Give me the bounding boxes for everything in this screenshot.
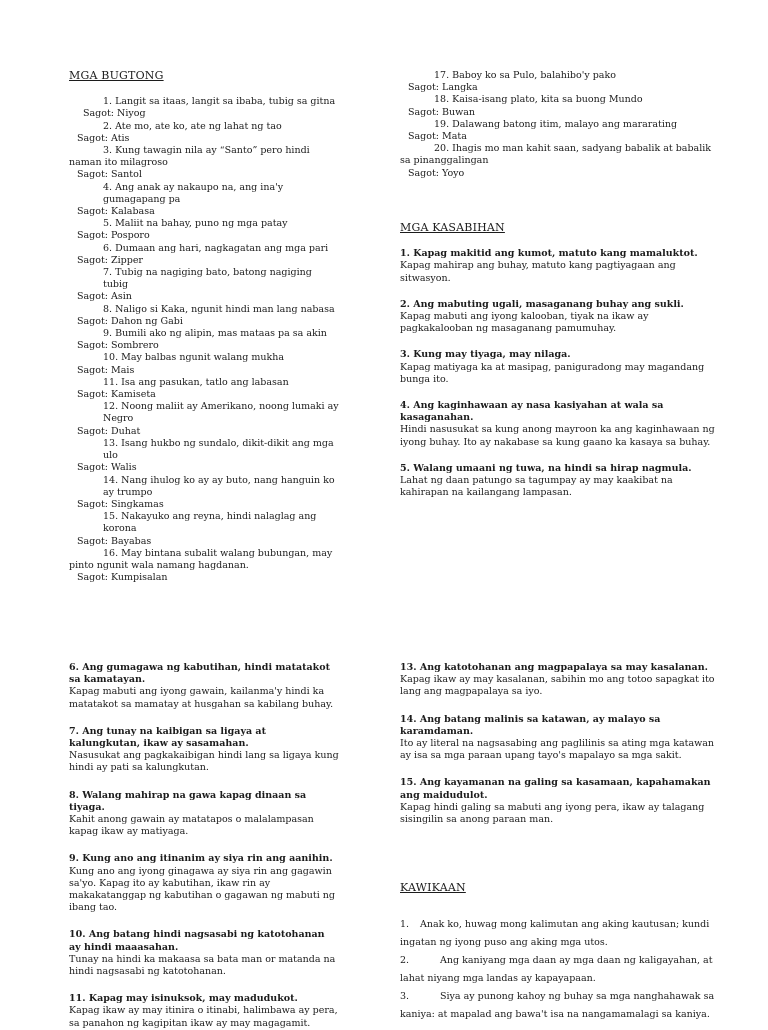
riddle-question: 1. Langit sa itaas, langit sa ibaba, tubig sa gitna [103, 96, 336, 108]
riddle-question: 20. Ihagis mo man kahit saan, sadyang babalik at babalik sa pinanggalingan [400, 143, 712, 167]
riddle-answer: Sagot: Dahon ng Gabi [77, 315, 183, 327]
saying-entry [400, 400, 722, 449]
riddle-question: 2. Ate mo, ate ko, ate ng lahat ng tao [103, 120, 282, 132]
riddle-answer: Sagot: Yoyo [408, 167, 465, 179]
riddle-answer: Sagot: Mais [77, 364, 135, 376]
saying-title: 10. Ang batang hindi nagsasabi ng katotohanan ay hindi maaasahan. [69, 929, 325, 953]
saying-explanation: Kapag mabuti ang iyong kalooban, tiyak na ikaw ay pagkakalooban ng masaganang pamumuhay. [400, 311, 649, 335]
riddle-answer: Sagot: Langka [408, 82, 478, 94]
riddle-answer: Sagot: Kalabasa [77, 206, 155, 218]
riddle-question: 11. Isa ang pasukan, tatlo ang labasan [103, 376, 289, 388]
saying-title: 11. Kapag may isinuksok, may madudukot. [69, 993, 298, 1005]
proverb-text: Ang kaniyang mga daan ay mga daan ng kaligayahan, at lahat niyang mga landas ay kapayapaan. [400, 955, 713, 985]
proverb-text: Anak ko, huwag mong kalimutan ang aking kautusan; kundi ingatan ng iyong puso ang aking mga utos. [400, 919, 710, 949]
riddle-question: 13. Isang hukbo ng sundalo, dikit-dikit ang mga ulo [103, 437, 334, 462]
riddle-answer: Sagot: Buwan [408, 106, 476, 118]
riddle-answer: Sagot: Posporo [77, 230, 150, 242]
saying-entry [69, 790, 339, 839]
riddle-answer: Sagot: Santol [77, 169, 142, 181]
section-heading-bugtong: MGA BUGTONG [69, 69, 164, 82]
riddle-question: 10. May balbas ngunit walang mukha [103, 352, 285, 364]
riddle-answer: Sagot: Zipper [77, 254, 143, 266]
saying-title: 4. Ang kaginhawaan ay nasa kasiyahan at wala sa kasaganahan. [400, 400, 664, 424]
riddle-question: 19. Dalawang batong itim, malayo ang mararating [434, 118, 678, 130]
saying-title: 14. Ang batang malinis sa katawan, ay malayo sa karamdaman. [400, 713, 661, 737]
saying-entry [69, 853, 339, 914]
saying-explanation: Kapag hindi galing sa mabuti ang iyong pera, ikaw ay talagang sisingilin sa anong paraan man. [400, 801, 705, 826]
riddle-question: 16. May bintana subalit walang bubungan, may pinto ngunit wala namang hagdanan. [69, 547, 333, 571]
saying-entry [69, 662, 339, 711]
riddle-answer: Sagot: Niyog [83, 108, 146, 120]
saying-title: 7. Ang tunay na kaibigan sa ligaya at kalungkutan, ikaw ay sasamahan. [69, 725, 266, 750]
kawikaan-section [400, 882, 722, 1024]
saying-entry [400, 248, 722, 285]
riddle-question: 18. Kaisa-isang plato, kita sa buong Mundo [434, 94, 643, 106]
riddle-answer: Sagot: Atis [77, 132, 130, 144]
riddle-question: 12. Noong maliit ay Amerikano, noong lumaki ay Negro [103, 401, 339, 425]
riddle-answer: Sagot: Mata [408, 131, 467, 143]
saying-explanation: Kapag mabuti ang iyong gawain, kailanma'y hindi ka matatakot sa mamatay at husgahan sa kabilang buhay. [69, 686, 334, 710]
saying-explanation: Ito ay literal na nagsasabing ang paglilinis sa ating mga katawan ay isa sa mga paraan upang tayo's mapalayo sa mga sakit. [400, 738, 715, 762]
riddle-answer: Sagot: Duhat [77, 425, 141, 437]
saying-explanation: Kung ano ang iyong ginagawa ay siya rin ang gagawin sa'yo. Kapag ito ay kabutihan, ikaw rin ay makakatanggap ng kabutihan o gagawan ng mabuti ng ibang tao. [69, 865, 335, 914]
saying-entry [400, 349, 722, 386]
riddle-question: 9. Bumili ako ng alipin, mas mataas pa sa akin [103, 328, 327, 340]
saying-explanation: Kapag matiyaga ka at masipag, paniguradong may magandang bunga ito. [400, 361, 705, 385]
kasabihan-column-top [400, 222, 722, 499]
saying-title: 2. Ang mabuting ugali, masaganang buhay ang sukli. [400, 298, 684, 310]
proverb-number: 2. [400, 955, 410, 967]
saying-explanation: Kapag ikaw ay may itinira o itinabi, halimbawa ay pera, sa panahon ng kagipitan ikaw ay may magagamit. [69, 1005, 338, 1029]
saying-explanation: Nasusukat ang pagkakaibigan hindi lang sa ligaya kung hindi ay pati sa kalungkutan. [69, 750, 339, 774]
saying-explanation: Tunay na hindi ka makaasa sa bata man or matanda na hindi nagsasabi ng katotohanan. [69, 953, 336, 978]
saying-entry [69, 993, 339, 1030]
saying-title: 6. Ang gumagawa ng kabutihan, hindi matatakot sa kamatayan. [69, 662, 330, 686]
riddle-answer: Sagot: Bayabas [77, 535, 152, 547]
saying-title: 1. Kapag makitid ang kumot, matuto kang mamaluktot. [400, 248, 698, 260]
riddle-question: 14. Nang ihulog ko ay ay buto, nang hanguin ko ay trumpo [103, 474, 335, 498]
proverb-item [400, 952, 722, 988]
riddle-answer: Sagot: Asin [77, 291, 132, 303]
kasabihan-column-bottom-right [400, 662, 722, 826]
saying-explanation: Kahit anong gawain ay matatapos o malalampasan kapag ikaw ay matiyaga. [69, 814, 314, 838]
riddle-question: 6. Dumaan ang hari, nagkagatan ang mga pari [103, 242, 329, 254]
saying-explanation: Kapag mahirap ang buhay, matuto kang pagtiyagaan ang sitwasyon. [400, 260, 676, 284]
section-heading-kawikaan: KAWIKAAN [400, 881, 466, 894]
saying-explanation: Kapag ikaw ay may kasalanan, sabihin mo ang totoo sapagkat ito lang ang magpapalaya sa iyo. [400, 674, 715, 698]
proverb-text: Siya ay punong kahoy ng buhay sa mga nanghahawak sa kaniya: at mapalad ang bawa't isa na nangamamalagi sa kaniya. [400, 991, 715, 1021]
saying-entry [400, 777, 722, 826]
proverb-number: 3. [400, 991, 410, 1003]
saying-entry [400, 714, 722, 763]
kasabihan-column-bottom-left [69, 662, 339, 1030]
saying-title: 3. Kung may tiyaga, may nilaga. [400, 349, 571, 361]
riddle-answer: Sagot: Singkamas [77, 498, 164, 510]
riddle-question: 5. Maliit na bahay, puno ng mga patay [103, 218, 288, 230]
proverb-item [400, 988, 722, 1024]
riddle-question: 15. Nakayuko ang reyna, hindi nalaglag ang korona [103, 511, 317, 535]
riddle-answer: Sagot: Kamiseta [77, 389, 156, 401]
riddle-answer: Sagot: Walis [77, 462, 137, 474]
riddle-answer: Sagot: Sombrero [77, 340, 159, 352]
saying-entry [400, 463, 722, 500]
riddles-column-right [400, 70, 722, 180]
saying-explanation: Hindi nasusukat sa kung anong mayroon ka ang kaginhawaan ng iyong buhay. Ito ay nakabase sa kung gaano ka kasaya sa buhay. [400, 424, 715, 448]
riddle-answer: Sagot: Kumpisalan [77, 572, 168, 584]
proverb-number: 1. [400, 919, 410, 931]
saying-title: 15. Ang kayamanan na galing sa kasamaan, kapahamakan ang maidudulot. [400, 777, 711, 801]
saying-entry [400, 299, 722, 336]
saying-entry [69, 929, 339, 978]
riddle-question: 7. Tubig na nagiging bato, batong nagiging tubig [103, 267, 312, 291]
saying-entry [400, 662, 722, 699]
saying-title: 13. Ang katotohanan ang magpapalaya sa may kasalanan. [400, 662, 708, 673]
saying-title: 9. Kung ano ang itinanim ay siya rin ang aanihin. [69, 853, 333, 865]
saying-explanation: Lahat ng daan patungo sa tagumpay ay may kaakibat na kahirapan na kailangang lampasan. [400, 475, 673, 499]
section-heading-kasabihan: MGA KASABIHAN [400, 221, 505, 234]
riddle-question: 3. Kung tawagin nila ay “Santo” pero hindi naman ito milagroso [69, 145, 310, 169]
riddle-question: 17. Baboy ko sa Pulo, balahibo'y pako [434, 70, 616, 81]
saying-entry [69, 726, 339, 775]
riddle-question: 8. Naligo si Kaka, ngunit hindi man lang nabasa [103, 303, 335, 315]
riddles-column-left [69, 70, 339, 584]
riddle-question: 4. Ang anak ay nakaupo na, ang ina'y gumagapang pa [103, 181, 284, 205]
saying-title: 5. Walang umaani ng tuwa, na hindi sa hirap nagmula. [400, 462, 692, 474]
proverb-item [400, 916, 722, 952]
saying-title: 8. Walang mahirap na gawa kapag dinaan sa tiyaga. [69, 789, 307, 813]
